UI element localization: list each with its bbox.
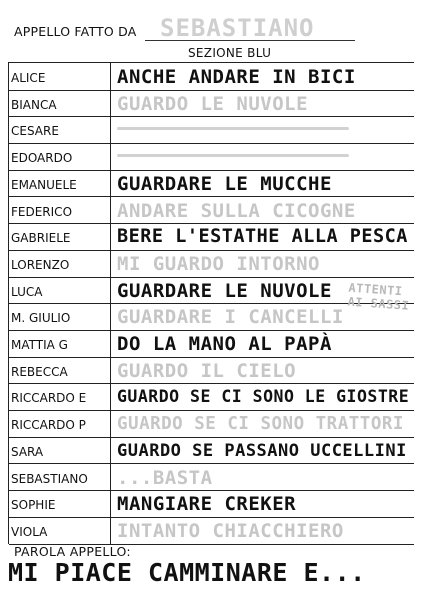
student-name: SARA (9, 437, 111, 464)
footer-answer: MI PIACE CAMMINARE E... (8, 558, 366, 587)
answer-cell (113, 490, 411, 516)
handwritten-answer: GUARDARE I CANCELLI (117, 306, 344, 329)
student-name: M. GIULIO (9, 303, 111, 330)
table-row (9, 143, 414, 171)
student-name: EDOARDO (9, 143, 111, 170)
answer-cell (113, 330, 411, 356)
handwritten-answer: GUARDARE LE NUVOLE (117, 279, 332, 302)
answer-cell (113, 437, 411, 463)
answer-cell (113, 517, 411, 543)
table-row (9, 517, 414, 545)
handwritten-answer: MI GUARDO INTORNO (117, 252, 320, 275)
handwritten-answer: GUARDARE LE MUCCHE (117, 172, 332, 195)
table-row (9, 90, 414, 118)
table-row (9, 383, 414, 411)
student-name: RICCARDO P (9, 410, 111, 437)
student-name: VIOLA (9, 517, 111, 544)
student-name: GABRIELE (9, 223, 111, 250)
handwritten-answer: GUARDO SE CI SONO TRATTORI (117, 414, 404, 435)
student-name: REBECCA (9, 357, 111, 384)
student-name: CESARE (9, 116, 111, 143)
handwritten-answer: GUARDO SE PASSANO UCCELLINI (117, 440, 407, 461)
student-name: MATTIA G (9, 330, 111, 357)
header-label: APPELLO FATTO DA (14, 24, 137, 39)
answer-cell (113, 170, 411, 196)
table-row (9, 437, 414, 465)
student-name: SEBASTIANO (9, 464, 111, 491)
answer-cell (113, 63, 411, 89)
student-name: SOPHIE (9, 490, 111, 517)
student-name: LUCA (9, 277, 111, 304)
table-row (9, 490, 414, 518)
handwritten-answer: GUARDO SE CI SONO LE GIOSTRE (117, 387, 410, 407)
handwritten-answer: BERE L'ESTATHE ALLA PESCA (117, 226, 408, 248)
table-row (9, 250, 414, 278)
student-name: RICCARDO E (9, 383, 111, 410)
table-row (9, 116, 414, 144)
table-row (9, 223, 414, 251)
handwritten-answer: DO LA MANO AL PAPÀ (117, 333, 332, 355)
handwritten-answer: ANDARE SULLA CICOGNE (117, 199, 356, 222)
header-name: SEBASTIANO (160, 14, 315, 42)
student-name: ALICE (9, 63, 111, 90)
footer-label: PAROLA APPELLO: (14, 544, 131, 559)
answer-cell (113, 197, 411, 223)
answer-cell (113, 357, 411, 383)
handwritten-answer: ...BASTA (117, 466, 213, 489)
answer-cell (113, 143, 411, 169)
table-row (9, 464, 414, 492)
section-title: SEZIONE BLU (188, 46, 272, 60)
student-name: FEDERICO (9, 197, 111, 224)
answer-cell (113, 223, 411, 249)
table-row (9, 197, 414, 225)
handwritten-answer: GUARDO LE NUVOLE (117, 92, 309, 115)
answer-cell (113, 116, 411, 142)
blank-line (117, 154, 349, 157)
answer-cell (113, 410, 411, 436)
handwritten-answer: INTANTO CHIACCHIERO (117, 519, 344, 542)
answer-cell (113, 464, 411, 490)
margin-note: ATTENTI AI SASSI (347, 280, 410, 313)
student-name: LORENZO (9, 250, 111, 277)
handwritten-answer: ANCHE ANDARE IN BICI (117, 66, 356, 88)
blank-line (117, 127, 349, 130)
answer-cell (113, 383, 411, 409)
student-name: EMANUELE (9, 170, 111, 197)
answer-cell (113, 90, 411, 116)
student-name: BIANCA (9, 90, 111, 117)
answer-cell (113, 250, 411, 276)
table-row (9, 330, 414, 358)
table-row (9, 357, 414, 385)
table-row (9, 63, 414, 91)
handwritten-answer: MANGIARE CREKER (117, 493, 297, 516)
handwritten-answer: GUARDO IL CIELO (117, 359, 297, 382)
table-row (9, 170, 414, 198)
table-row (9, 410, 414, 438)
